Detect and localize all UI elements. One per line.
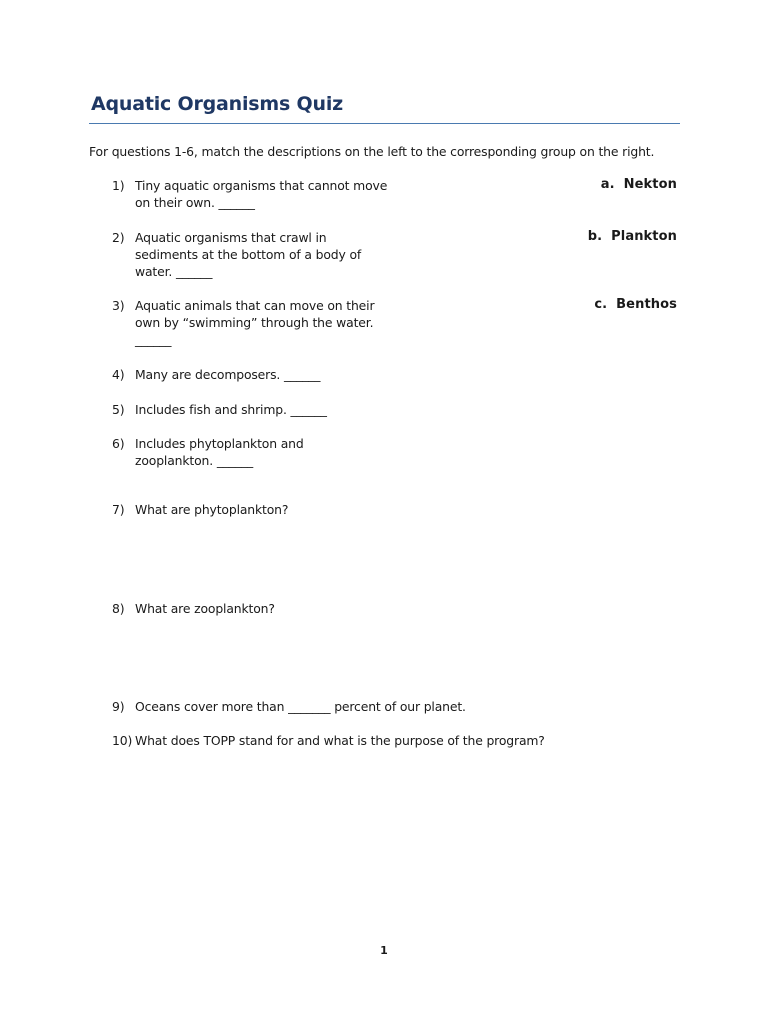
question-text: Includes fish and shrimp. ______	[135, 402, 327, 417]
instructions: For questions 1-6, match the descriptions on the left to the corresponding group on the right.	[89, 144, 655, 159]
answer-option-a	[601, 177, 677, 192]
page-title: Aquatic Organisms Quiz	[91, 93, 343, 115]
question-text: What does TOPP stand for and what is the purpose of the program?	[135, 733, 545, 748]
answer-option-c	[594, 297, 677, 312]
title-divider	[89, 123, 680, 124]
question-number: 8)	[112, 601, 125, 616]
question-number: 7)	[112, 502, 125, 517]
question-text: Many are decomposers. ______	[135, 367, 321, 382]
question-number: 1)	[112, 178, 125, 193]
question-number: 3)	[112, 298, 125, 313]
question-text: What are phytoplankton?	[135, 502, 289, 517]
question-number: 2)	[112, 230, 125, 245]
page-number: 1	[380, 944, 388, 957]
question-number: 10)	[112, 733, 133, 748]
question-number: 5)	[112, 402, 125, 417]
answer-label: Benthos	[616, 297, 677, 312]
question-text: Aquatic animals that can move on their own by “swimming” through the water. ______	[135, 298, 375, 347]
answer-label: Plankton	[611, 229, 677, 244]
answer-letter: c.	[594, 297, 608, 312]
answer-option-b	[588, 229, 677, 244]
answer-letter: b.	[587, 229, 603, 244]
question-number: 4)	[112, 367, 125, 382]
question-text: Tiny aquatic organisms that cannot move on their own. ______	[135, 178, 388, 210]
answer-letter: a.	[600, 177, 615, 192]
answer-label: Nekton	[623, 177, 677, 192]
question-number: 6)	[112, 436, 125, 451]
question-number: 9)	[112, 699, 125, 714]
question-text: Includes phytoplankton and zooplankton. ______	[135, 436, 304, 468]
question-text: What are zooplankton?	[135, 601, 275, 616]
question-text: Oceans cover more than _______ percent of our planet.	[135, 699, 466, 714]
question-text: Aquatic organisms that crawl in sediments at the bottom of a body of water. ______	[135, 230, 362, 279]
